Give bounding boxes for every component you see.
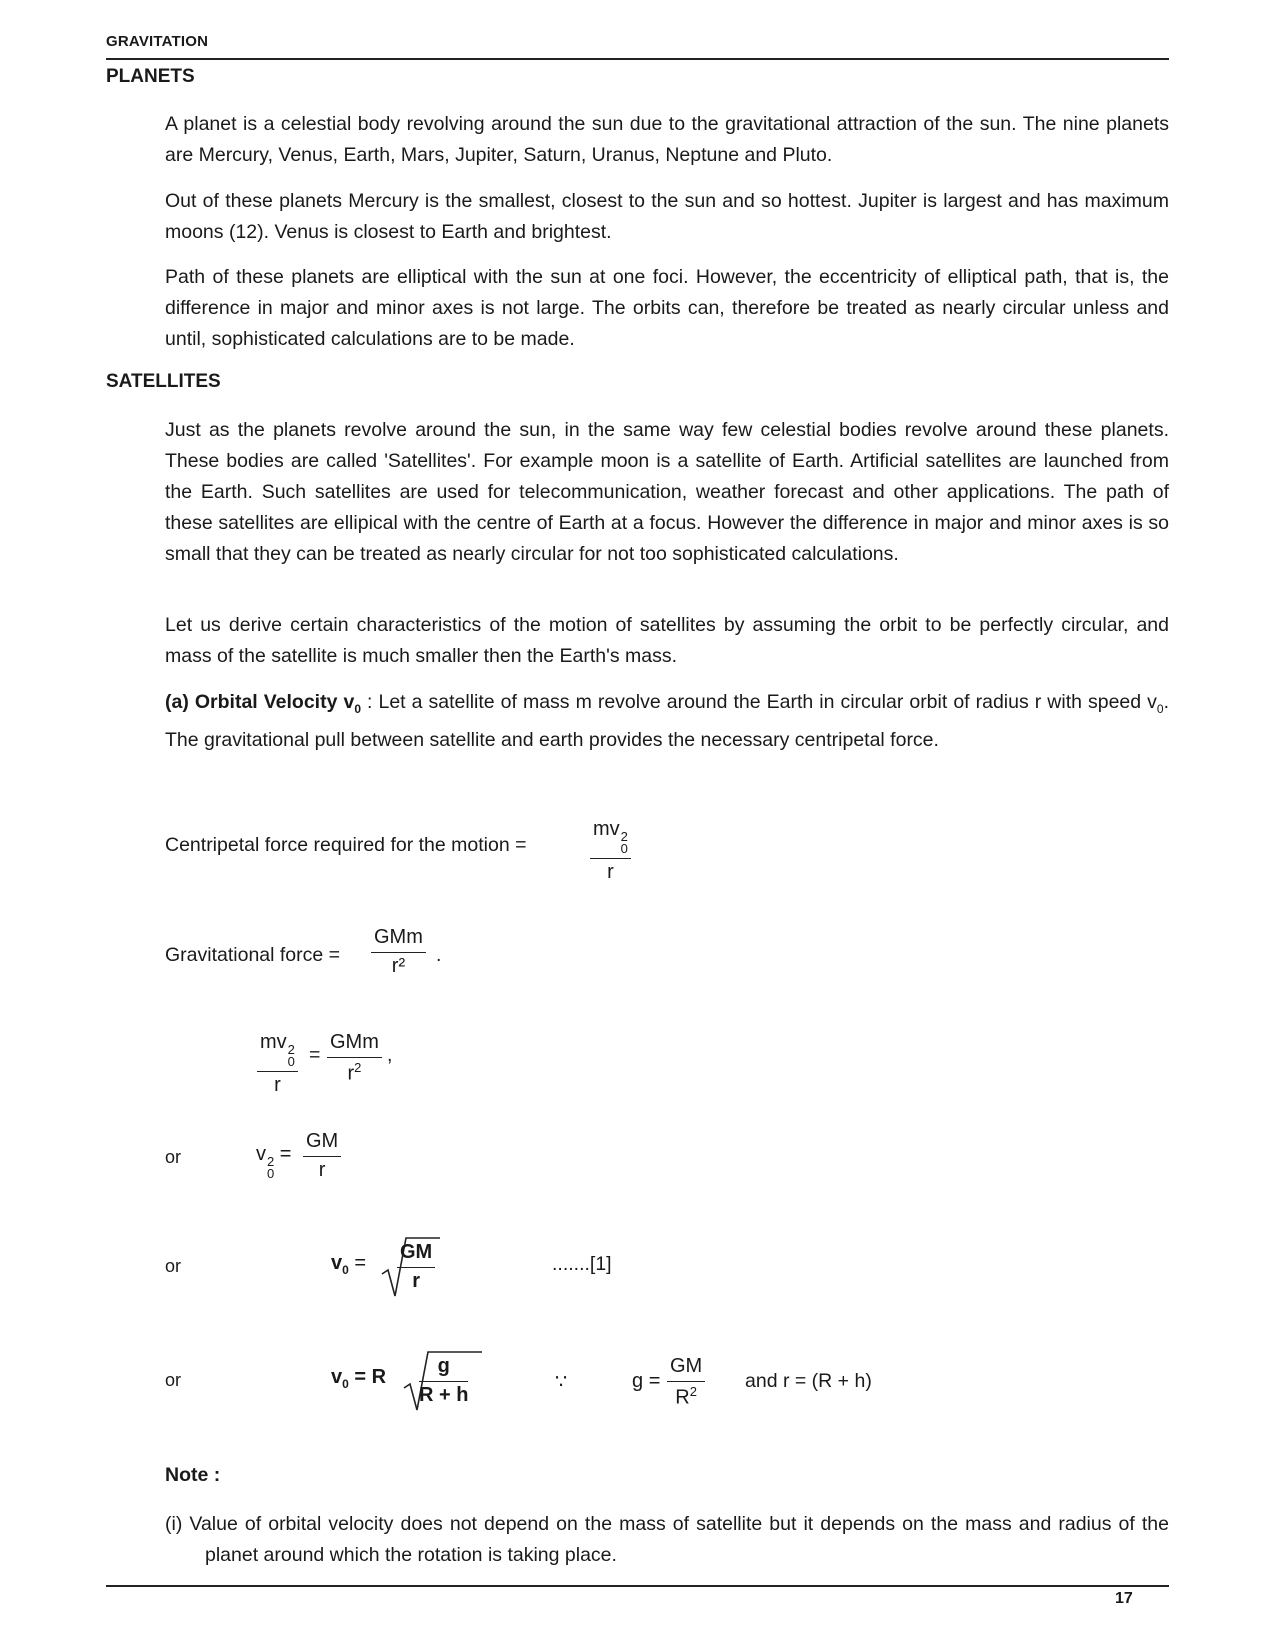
g-numerator: GM bbox=[670, 1355, 703, 1377]
eq4-v: v bbox=[331, 1366, 343, 1388]
eq1-rhs-numerator: GMm bbox=[330, 1031, 379, 1053]
orbital-velocity-title-subscript: 0 bbox=[354, 702, 362, 716]
eq3-lhs bbox=[331, 1252, 366, 1277]
or-label-3: or bbox=[165, 1370, 182, 1390]
centripetal-force-fraction bbox=[590, 818, 631, 884]
note-item-1: (i) Value of orbital velocity does not depend on the mass of satellite but it depends on the mass and radius of the planet around which the rotation is taking place. bbox=[165, 1513, 1169, 1566]
orbital-velocity-text-1: : Let a satellite of mass m revolve around the Earth in circular orbit of radius r with speed v bbox=[361, 691, 1157, 713]
equation-2-fraction bbox=[303, 1130, 341, 1182]
eq4-denominator: R + h bbox=[419, 1384, 469, 1406]
and-r-relation: and r = (R + h) bbox=[745, 1370, 872, 1392]
or-label-2: or bbox=[165, 1256, 182, 1276]
eq1-lhs-numerator: mv bbox=[260, 1031, 287, 1053]
footer-rule bbox=[106, 1585, 1169, 1587]
gravitational-force-fraction bbox=[371, 926, 426, 978]
planets-paragraph-2: Out of these planets Mercury is the smallest, closest to the sun and so hottest. Jupiter is largest and has maximum moons (12). Venus is closest to Earth and brightest. bbox=[165, 190, 1169, 243]
because-symbol: ∵ bbox=[555, 1371, 568, 1393]
g-denominator: R bbox=[675, 1386, 690, 1409]
eq2-equals: = bbox=[279, 1143, 292, 1165]
orbital-velocity-text-subscript: 0 bbox=[1156, 702, 1164, 716]
equation-1-rhs-fraction bbox=[327, 1031, 382, 1086]
eq3-reference: .......[1] bbox=[552, 1253, 612, 1275]
eq3-equals: = bbox=[354, 1252, 367, 1274]
eq2-v: v bbox=[256, 1143, 266, 1165]
orbital-velocity-text-2: . The gravitational pull between satellite and earth provides the necessary centripetal force. bbox=[165, 691, 1170, 751]
eq4-equals-r: = R bbox=[354, 1366, 387, 1388]
eq2-denominator: r bbox=[318, 1159, 326, 1181]
planets-paragraph-3: Path of these planets are elliptical with the sun at one foci. However, the eccentricity of elliptical path, that is, the difference in major and minor axes is not large. The orbits can, therefore be treated as nearly circular unless and until, sophisticated calculations are to be made. bbox=[165, 266, 1169, 350]
subscript-0: 0 bbox=[620, 841, 628, 856]
equation-3-fraction bbox=[397, 1241, 435, 1293]
gravitational-numerator: GMm bbox=[374, 926, 423, 948]
eq1-tail: , bbox=[387, 1044, 393, 1066]
superscript-2: 2 bbox=[267, 1154, 275, 1169]
subscript-0: 0 bbox=[267, 1166, 275, 1181]
centripetal-denominator: r bbox=[607, 861, 614, 883]
subscript-0: 0 bbox=[342, 1377, 349, 1391]
note-heading: Note : bbox=[165, 1464, 221, 1486]
superscript-2: 2 bbox=[354, 1060, 362, 1075]
subscript-0: 0 bbox=[287, 1054, 295, 1069]
page-header-title: GRAVITATION bbox=[106, 33, 209, 50]
gravitational-tail: . bbox=[436, 944, 442, 966]
equation-4-fraction bbox=[419, 1355, 468, 1407]
planets-paragraph-1: A planet is a celestial body revolving around the sun due to the gravitational attraction of the sun. The nine planets are Mercury, Venus, Earth, Mars, Jupiter, Saturn, Uranus, Neptune and Pluto. bbox=[165, 113, 1169, 166]
satellites-paragraph-2: Let us derive certain characteristics of the motion of satellites by assuming the orbit to be perfectly circular, and mass of the satellite is much smaller then the Earth's mass. bbox=[165, 614, 1169, 667]
orbital-velocity-paragraph bbox=[165, 687, 1169, 756]
gravitational-denominator: r² bbox=[391, 955, 406, 977]
eq1-lhs-denominator: r bbox=[274, 1074, 281, 1096]
eq1-rhs-denominator: r bbox=[347, 1062, 355, 1085]
eq4-lhs bbox=[331, 1366, 386, 1391]
g-equals: = bbox=[648, 1370, 661, 1392]
centripetal-numerator: mv bbox=[593, 818, 620, 840]
planets-heading: PLANETS bbox=[106, 66, 195, 87]
g-symbol: g bbox=[632, 1370, 644, 1392]
subscript-0: 0 bbox=[342, 1263, 349, 1277]
satellites-heading: SATELLITES bbox=[106, 371, 221, 392]
superscript-2: 2 bbox=[620, 829, 628, 844]
or-label-1: or bbox=[165, 1147, 182, 1167]
superscript-2: 2 bbox=[287, 1042, 295, 1057]
header-rule bbox=[106, 58, 1169, 60]
orbital-velocity-title: (a) Orbital Velocity v bbox=[165, 691, 355, 713]
eq3-numerator: GM bbox=[400, 1241, 433, 1263]
eq3-v: v bbox=[331, 1252, 343, 1274]
gravitational-force-label: Gravitational force = bbox=[165, 944, 341, 966]
page-number: 17 bbox=[1115, 1590, 1133, 1607]
eq2-lhs bbox=[256, 1143, 291, 1180]
g-fraction bbox=[667, 1355, 705, 1410]
eq4-numerator: g bbox=[437, 1355, 450, 1377]
equation-1-lhs-fraction bbox=[257, 1031, 298, 1097]
eq1-equals: = bbox=[309, 1044, 321, 1066]
eq3-denominator: r bbox=[412, 1270, 420, 1292]
superscript-2: 2 bbox=[689, 1384, 697, 1399]
satellites-paragraph-1: Just as the planets revolve around the sun, in the same way few celestial bodies revolve around these planets. These bodies are called 'Satellites'. For example moon is a satellite of Earth. Artificial satellites are launched from the Earth. Such satellites are used for telecommunication, weather forecast and other applications. The path of these satellites are ellipical with the centre of Earth at a focus. However the difference in major and minor axes is so small that they can be treated as nearly circular for not too sophisticated calculations. bbox=[165, 419, 1169, 565]
centripetal-force-label: Centripetal force required for the motion = bbox=[165, 834, 527, 856]
eq2-numerator: GM bbox=[306, 1130, 339, 1152]
g-lhs bbox=[632, 1370, 660, 1393]
